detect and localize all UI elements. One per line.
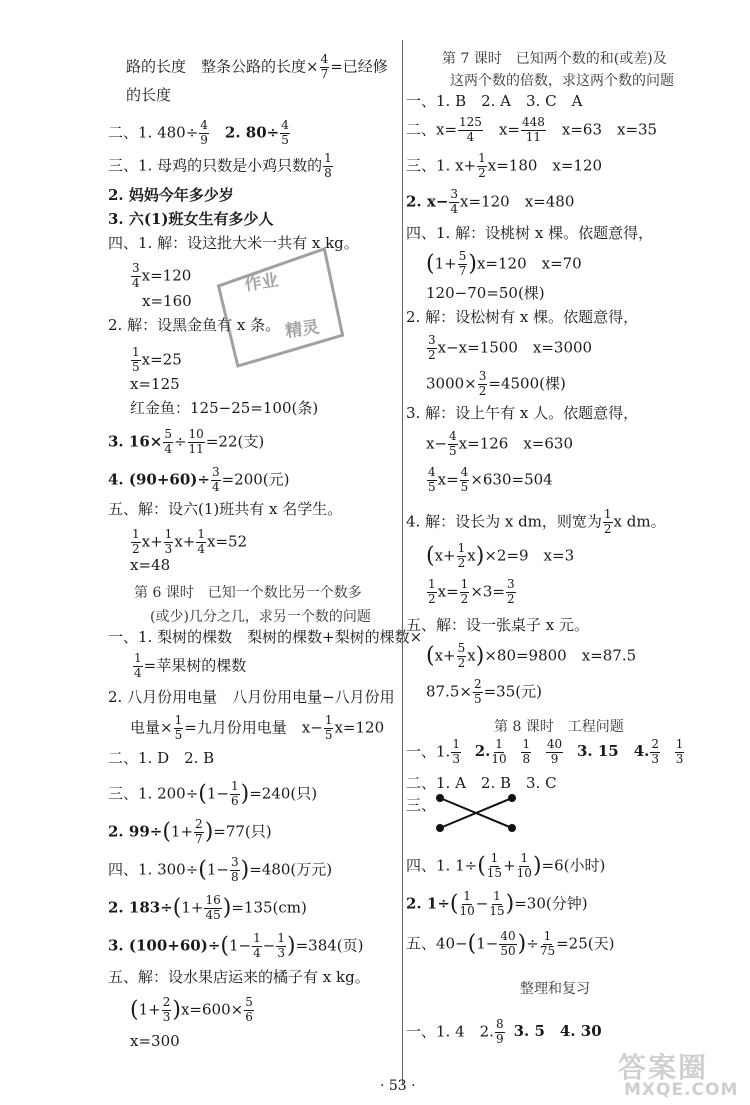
- fraction: $\frac{10}{11}$: [188, 427, 204, 456]
- fraction: $\frac{4}{5}$: [449, 429, 457, 458]
- answer-line: 4. (90+60)÷ $\frac{3}{4}$ =200(元): [108, 465, 290, 494]
- fraction: $\frac{1}{10}$: [491, 737, 507, 766]
- answer-line: 一、1. 4 2. $\frac{8}{9}$ 3. 5 4. 30: [406, 1017, 602, 1046]
- answer-line: 五、解：设水果店运来的橘子有 x kg。: [108, 968, 370, 986]
- answer-line: 四、1. 1÷( $\frac{1}{15}$ + $\frac{1}{10}$ )=6(小时): [406, 851, 606, 880]
- fraction: $\frac{3}{4}$: [211, 465, 220, 494]
- answer-line: $\frac{1}{2}$ x+ $\frac{1}{3}$ x+ $\frac{1}{4}$ x=52: [132, 527, 248, 556]
- answer-line: 3. 16× $\frac{5}{4}$ ÷ $\frac{10}{11}$ =22(支): [108, 427, 265, 456]
- fraction: $\frac{1}{10}$: [459, 889, 475, 918]
- answer-line: 4. 解：设长为 x dm，则宽为 $\frac{1}{2}$ x dm。: [406, 507, 666, 536]
- watermark: 答案圈 MXQE.COM: [618, 1051, 739, 1100]
- fraction: $\frac{4}{7}$: [320, 52, 329, 81]
- answer-line: x=300: [130, 1032, 180, 1050]
- section-heading: 第 8 课时 工程问题: [494, 719, 624, 735]
- fraction: $\frac{4}{5}$: [428, 465, 436, 494]
- fraction: $\frac{1}{10}$: [516, 851, 532, 880]
- fraction: $\frac{1}{3}$: [452, 737, 460, 766]
- fraction: $\frac{1}{4}$: [134, 651, 142, 680]
- answer-line: 四、1. 解：设这批大米一共有 x kg。: [108, 234, 359, 252]
- answer-line: 2. 妈妈今年多少岁: [108, 186, 234, 204]
- fraction: $\frac{1}{2}$: [132, 527, 140, 556]
- answer-line: (x+ $\frac{1}{2}$ x)×2=9 x=3: [426, 541, 575, 570]
- fraction: $\frac{8}{9}$: [495, 1017, 504, 1046]
- fraction: $\frac{3}{4}$: [132, 261, 140, 290]
- answer-line: 电量× $\frac{1}{5}$ =九月份用电量 x− $\frac{1}{5}$ x=120: [130, 713, 385, 742]
- answer-line: 2. 解：设松树有 x 棵。依题意得，: [406, 308, 639, 326]
- answer-line: 3. 解：设上午有 x 人。依题意得，: [406, 404, 639, 422]
- answer-line: 一、1. $\frac{1}{3}$ 2. $\frac{1}{10}$ $\frac{1}{8}$ $\frac{40}{9}$ 3. 15 4. $\frac{2}{3}$ $\frac{1}{3}$: [406, 737, 684, 766]
- fraction: $\frac{4}{5}$: [281, 118, 289, 147]
- answer-line: 2. 183÷(1+ $\frac{16}{45}$ )=135(cm): [108, 893, 307, 922]
- answer-line: (1+ $\frac{5}{7}$ )x=120 x=70: [426, 249, 582, 278]
- fraction: $\frac{1}{15}$: [486, 851, 503, 880]
- fraction: $\frac{16}{45}$: [205, 893, 221, 922]
- stamp-seal: 作业 精灵: [204, 240, 349, 375]
- answer-line: 二、1. 480÷ $\frac{4}{9}$ 2. 80÷ $\frac{4}{5}$: [108, 118, 289, 147]
- fraction: $\frac{1}{5}$: [174, 713, 183, 742]
- fraction: $\frac{1}{6}$: [231, 779, 239, 808]
- fraction: $\frac{1}{5}$: [324, 713, 333, 742]
- matching-lines-figure: [424, 788, 524, 838]
- answer-line: 五、解：设一张桌子 x 元。: [406, 616, 589, 634]
- answer-line: x− $\frac{4}{5}$ x=126 x=630: [426, 429, 573, 458]
- section-heading: (或少)几分之几，求另一个数的问题: [150, 609, 371, 625]
- fraction: $\frac{1}{4}$: [197, 527, 205, 556]
- fraction: $\frac{4}{5}$: [460, 465, 469, 494]
- answer-line: 红金鱼：125−25=100(条): [130, 399, 319, 417]
- fraction: $\frac{125}{4}$: [459, 115, 482, 144]
- answer-line: $\frac{1}{5}$ x=25: [132, 345, 182, 374]
- section-heading: 第 6 课时 已知一个数比另一个数多: [134, 585, 362, 601]
- answer-line: 2. 1÷( $\frac{1}{10}$ − $\frac{1}{15}$ )=30(分钟): [406, 889, 588, 918]
- fraction: $\frac{2}{3}$: [651, 737, 660, 766]
- fraction: $\frac{3}{2}$: [428, 333, 436, 362]
- answer-line: 3. (100+60)÷(1− $\frac{1}{4}$ − $\frac{1}{3}$ )=384(页): [108, 931, 364, 960]
- answer-line: 120−70=50(棵): [426, 284, 545, 302]
- answer-line: (x+ $\frac{5}{2}$ x)×80=9800 x=87.5: [426, 641, 637, 670]
- fraction: $\frac{4}{9}$: [200, 118, 208, 147]
- answer-line: 四、1. 解：设桃树 x 棵。依题意得，: [406, 224, 654, 242]
- answer-line: 3000× $\frac{3}{2}$ =4500(棵): [426, 369, 566, 398]
- answer-line: 二、x= $\frac{125}{4}$ x= $\frac{448}{11}$ x=63 x=35: [406, 115, 658, 144]
- fraction: $\frac{1}{2}$: [460, 577, 469, 606]
- answer-line: $\frac{1}{2}$ x= $\frac{1}{2}$ ×3= $\frac{3}{2}$: [428, 577, 515, 606]
- fraction: $\frac{1}{8}$: [324, 151, 332, 180]
- fraction: $\frac{1}{2}$: [478, 151, 486, 180]
- fraction: $\frac{5}{6}$: [245, 995, 253, 1024]
- answer-line: 2. 八月份用电量 八月份用电量−八月份用: [108, 688, 395, 706]
- answer-line: 三、: [406, 796, 437, 814]
- answer-line: 二、1. D 2. B: [108, 749, 215, 767]
- answer-line: 一、1. B 2. A 3. C A: [406, 92, 583, 110]
- answer-line: 2. x− $\frac{3}{4}$ x=120 x=480: [406, 187, 575, 216]
- fraction: $\frac{1}{3}$: [164, 527, 173, 556]
- answer-line: 路的长度 整条公路的长度× $\frac{4}{7}$ =已经修: [126, 52, 388, 81]
- answer-line: 3. 六(1)班女生有多少人: [108, 210, 274, 228]
- answer-line: $\frac{3}{2}$ x−x=1500 x=3000: [428, 333, 593, 362]
- answer-line: 二、1. A 2. B 3. C: [406, 774, 557, 792]
- answer-line: $\frac{1}{4}$ =苹果树的棵数: [134, 651, 247, 680]
- fraction: $\frac{1}{3}$: [675, 737, 684, 766]
- fraction: $\frac{1}{75}$: [539, 929, 556, 958]
- fraction: $\frac{5}{4}$: [164, 427, 172, 456]
- answer-line: 2. 解：设黑金鱼有 x 条。: [108, 316, 281, 334]
- answer-line: 87.5× $\frac{2}{5}$ =35(元): [426, 677, 542, 706]
- answer-line: 五、40−(1− $\frac{40}{50}$ )÷ $\frac{1}{75}$ =25(天): [406, 929, 615, 958]
- fraction: $\frac{1}{4}$: [253, 931, 261, 960]
- answer-line: $\frac{3}{4}$ x=120: [132, 261, 192, 290]
- fraction: $\frac{2}{7}$: [195, 817, 203, 846]
- fraction: $\frac{3}{2}$: [507, 577, 515, 606]
- column-divider: [402, 40, 403, 1085]
- fraction: $\frac{5}{7}$: [458, 249, 467, 278]
- answer-line: 一、1. 梨树的棵数 梨树的棵数+梨树的棵数×: [108, 628, 423, 646]
- fraction: $\frac{1}{5}$: [132, 345, 140, 374]
- section-heading: 这两个数的倍数，求这两个数的问题: [450, 73, 674, 89]
- answer-line: 三、1. 母鸡的只数是小鸡只数的 $\frac{1}{8}$: [108, 151, 332, 180]
- page-number: · 53 ·: [380, 1078, 416, 1094]
- fraction: $\frac{2}{3}$: [162, 995, 171, 1024]
- fraction: $\frac{3}{4}$: [450, 187, 459, 216]
- answer-line: 四、1. 300÷(1− $\frac{3}{8}$ )=480(万元): [108, 855, 333, 884]
- fraction: $\frac{3}{2}$: [478, 369, 487, 398]
- answer-line: 的长度: [126, 86, 172, 104]
- fraction: $\frac{1}{2}$: [428, 577, 436, 606]
- fraction: $\frac{40}{50}$: [500, 929, 516, 958]
- fraction: $\frac{1}{2}$: [603, 507, 612, 536]
- fraction: $\frac{40}{9}$: [546, 737, 563, 766]
- answer-line: 三、1. x+ $\frac{1}{2}$ x=180 x=120: [406, 151, 603, 180]
- answer-line: 2. 99÷(1+ $\frac{2}{7}$ )=77(只): [108, 817, 272, 846]
- fraction: $\frac{3}{8}$: [231, 855, 239, 884]
- answer-line: x=48: [130, 556, 171, 574]
- answer-line: $\frac{4}{5}$ x= $\frac{4}{5}$ ×630=504: [428, 465, 553, 494]
- fraction: $\frac{448}{11}$: [521, 115, 545, 144]
- fraction: $\frac{2}{5}$: [473, 677, 482, 706]
- fraction: $\frac{1}{3}$: [277, 931, 285, 960]
- section-heading: 整理和复习: [520, 981, 590, 997]
- section-heading: 第 7 课时 已知两个数的和(或差)及: [442, 51, 667, 67]
- fraction: $\frac{5}{2}$: [457, 641, 466, 670]
- fraction: $\frac{1}{8}$: [522, 737, 531, 766]
- answer-line: x=125: [130, 375, 180, 393]
- fraction: $\frac{1}{2}$: [457, 541, 466, 570]
- answer-line: 五、解：设六(1)班共有 x 名学生。: [108, 500, 343, 518]
- answer-line: x=160: [142, 292, 192, 310]
- answer-line: 三、1. 200÷(1− $\frac{1}{6}$ )=240(只): [108, 779, 318, 808]
- answer-line: (1+ $\frac{2}{3}$ )x=600× $\frac{5}{6}$: [130, 995, 253, 1024]
- fraction: $\frac{1}{15}$: [489, 889, 505, 918]
